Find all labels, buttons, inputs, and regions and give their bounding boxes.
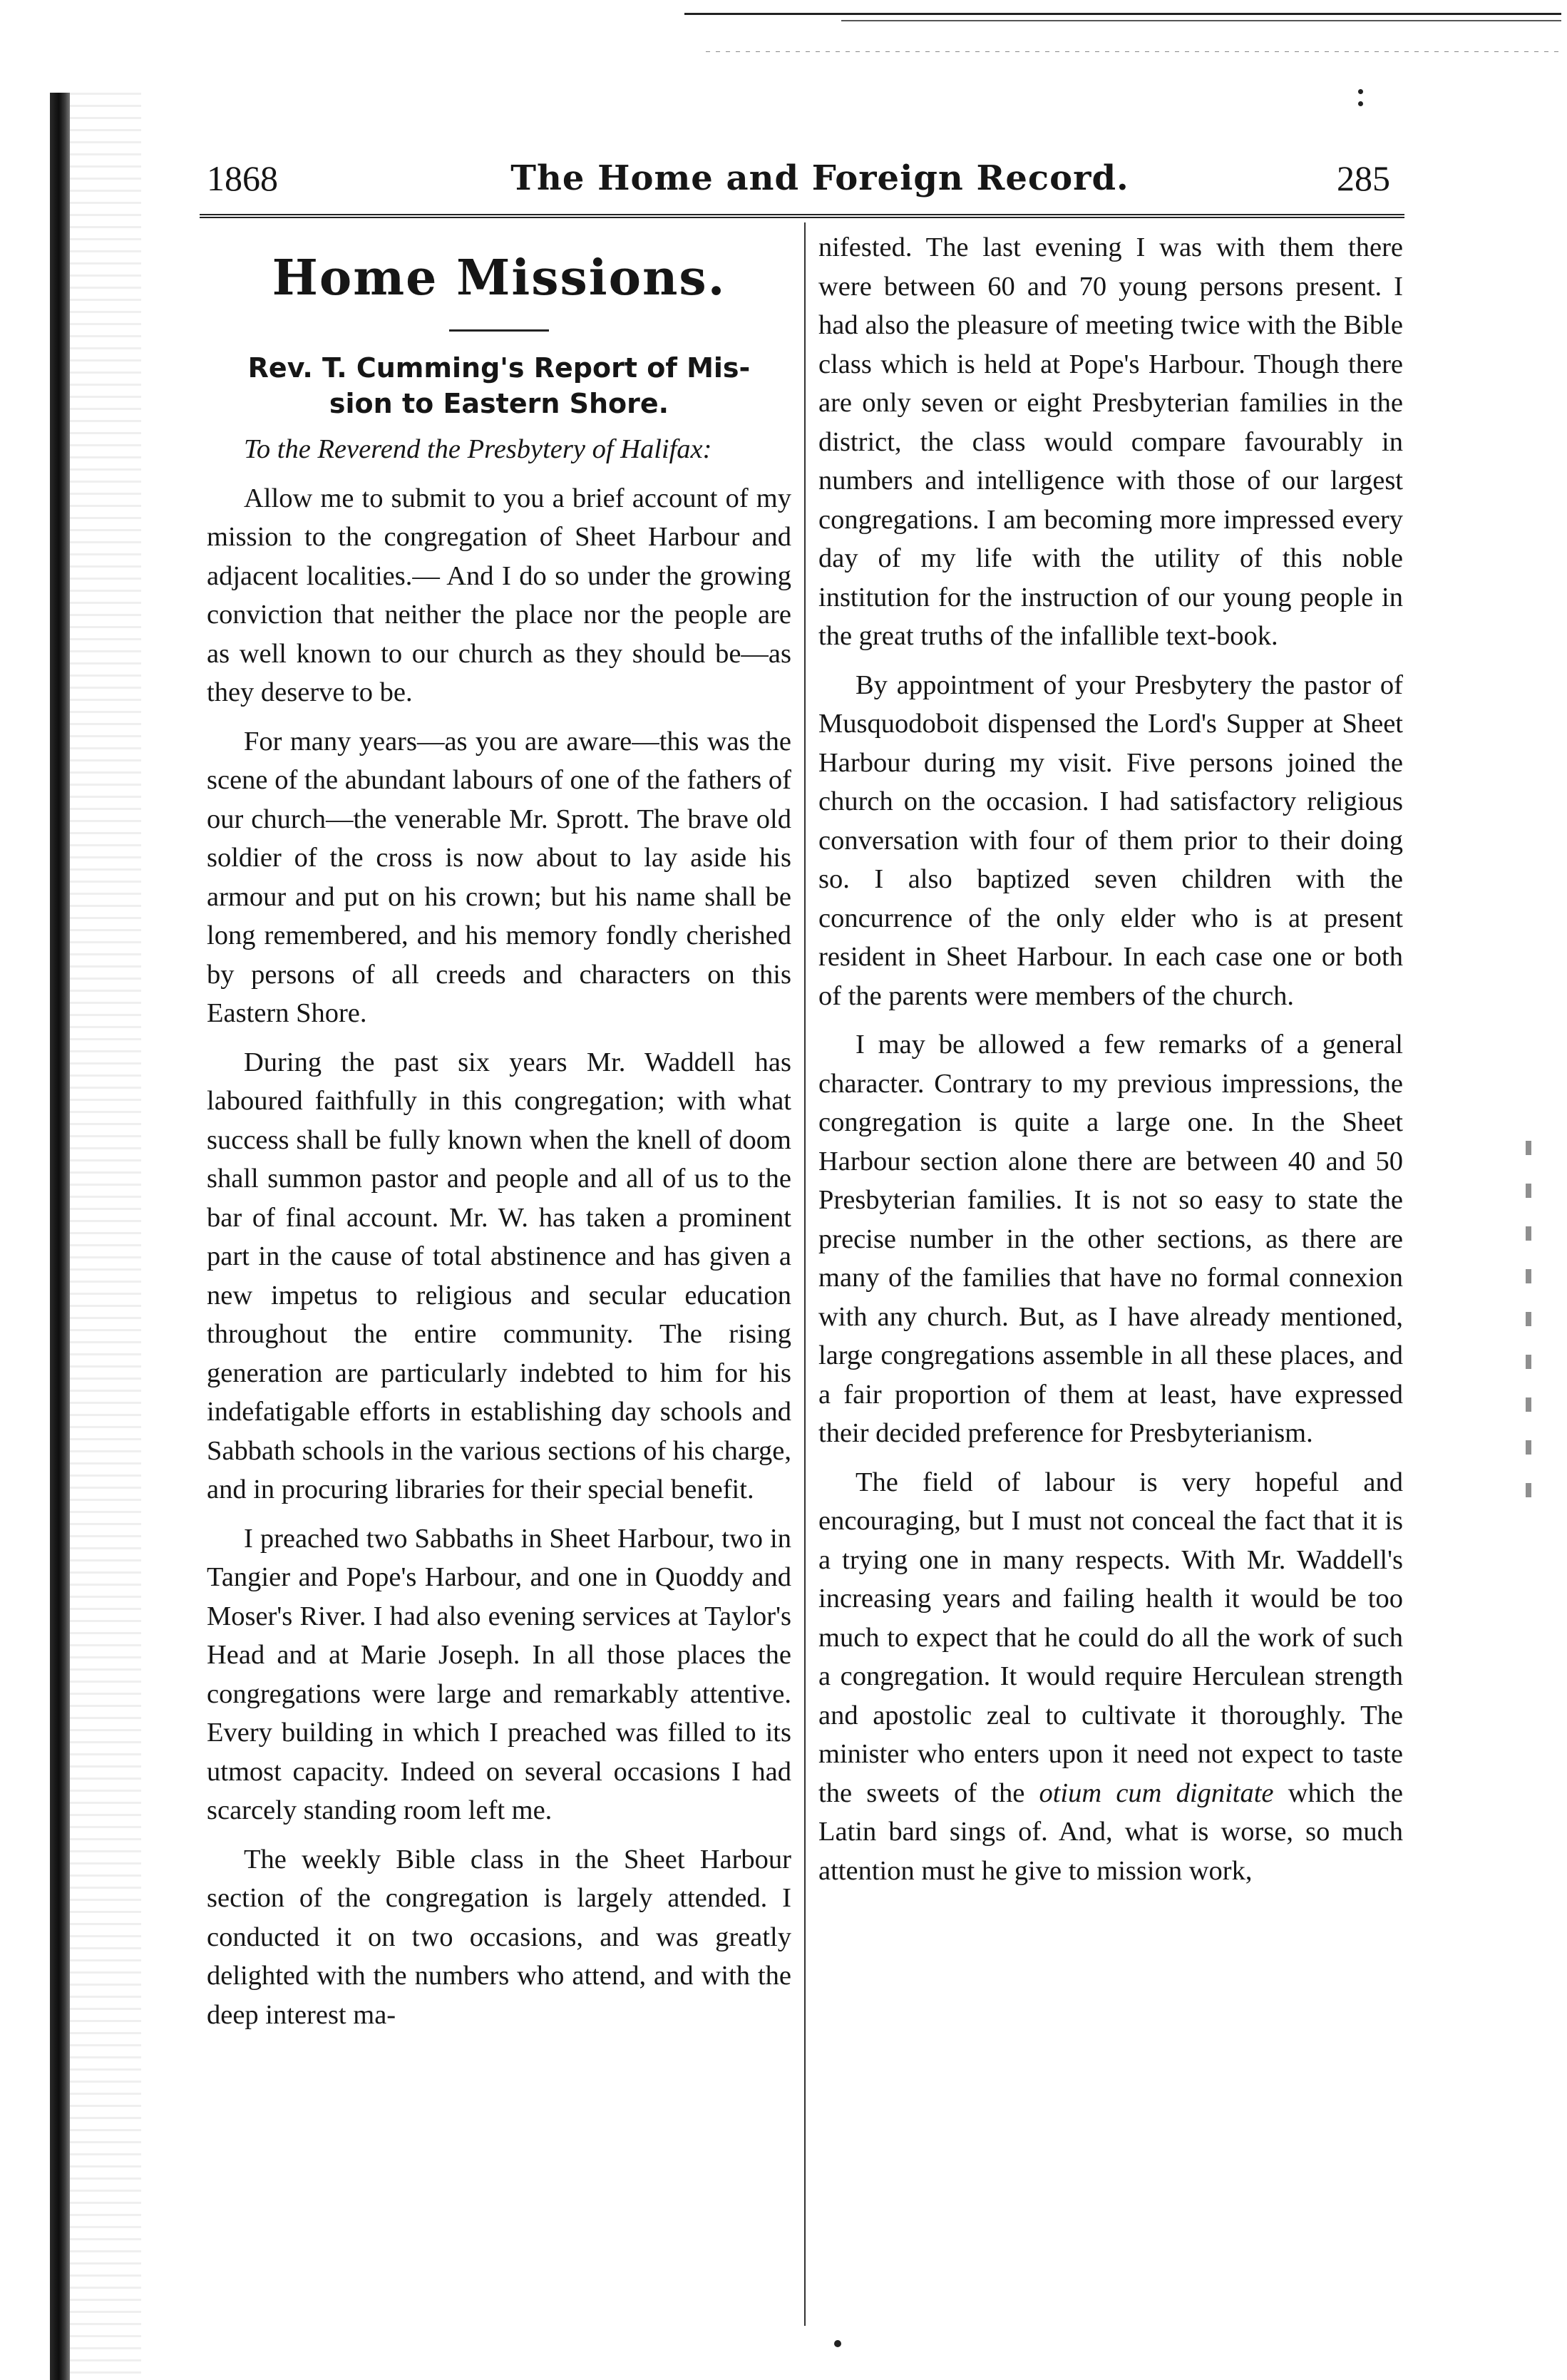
running-head <box>207 153 1390 203</box>
salutation: To the Reverend the Presbytery of Halifax: <box>244 434 712 464</box>
paragraph: By appointment of your Presbytery the pastor of Musquodoboit dispensed the Lord's Supper at Sheet Harbour during my visit. Five persons joined the church on the occasion. I had satisfactory religious conversation with four of them prior to their doing so. I also baptized seven children with the concurrence of the only elder who is at present resident in Sheet Harbour. In each case one or both of the parents were members of the church. <box>818 670 1403 1011</box>
article-title-line-2: sion to Eastern Shore. <box>329 388 669 419</box>
text-run: The field of labour is very hopeful and encouraging, but I must not conceal the fact that it is a trying one in many respects. With Mr. Waddell's increasing years and failing health it would be too much to expect that he could do all the work of such a congregation. It would require Herculean strength and apostolic zeal to cultivate it thoroughly. The minister who enters upon it need not expect to taste the sweets of the <box>818 1467 1403 1808</box>
paragraph: I may be allowed a few remarks of a general character. Contrary to my previous impressions, the congregation is quite a large one. In the Sheet Harbour section alone there are between 40 and 50 Presbyterian families. It is not so easy to state the precise number in the other sections, as there are many of the families that have no formal connexion with any church. But, as I have already mentioned, large congregations assemble in all these places, and a fair proportion of them at least, have expressed their decided preference for Presbyterianism. <box>818 1030 1403 1448</box>
scan-edge-marks <box>1526 1141 1531 1512</box>
left-column <box>207 228 791 2044</box>
right-column <box>818 228 1403 1900</box>
page-number: 285 <box>1337 158 1390 198</box>
latin-phrase: otium cum dignitate <box>1039 1778 1274 1808</box>
scan-speck <box>1358 101 1363 106</box>
article-title <box>207 350 791 421</box>
title-rule <box>449 329 549 332</box>
scan-dot <box>834 2340 841 2347</box>
scan-top-rule-2 <box>841 20 1561 21</box>
scan-noise <box>70 93 141 2380</box>
article-title-line-1: Rev. T. Cumming's Report of Mis- <box>247 352 751 384</box>
page-spine-shadow <box>50 93 70 2380</box>
paragraph: The weekly Bible class in the Sheet Harbour section of the congregation is largely attended. I conducted it on two occasions, and was greatly delighted with the numbers who attend, and with the deep interest ma- <box>207 1844 791 2030</box>
text-run: which the Latin bard sings of. And, what is worse, so much attention must he give to mission work, <box>818 1778 1403 1886</box>
header-rule <box>200 214 1404 218</box>
paragraph: Allow me to submit to you a brief account of my mission to the congregation of Sheet Harbour and adjacent localities.— And I do so under the growing conviction that neither the place nor the people are as well known to our church as they should be—as they deserve to be. <box>207 483 791 707</box>
paragraph: I preached two Sabbaths in Sheet Harbour, two in Tangier and Pope's Harbour, and one in Quoddy and Moser's River. I had also evening services at Taylor's Head and at Marie Joseph. In all those places the congregations were large and remarkably attentive. Every building in which I preached was filled to its utmost capacity. Indeed on several occasions I had scarcely standing room left me. <box>207 1523 791 1825</box>
paragraph: During the past six years Mr. Waddell has laboured faithfully in this congregation; with what success shall be fully known when the knell of doom shall summon pastor and people and all of us to the bar of final account. Mr. W. has taken a prominent part in the cause of total abstinence and has given a new impetus to religious and secular education throughout the entire community. The rising generation are particularly indebted to him for his indefatigable efforts in establishing day schools and Sabbath schools in the various sections of his charge, and in procuring libraries for their special benefit. <box>207 1047 791 1504</box>
journal-title: The Home and Foreign Record. <box>510 158 1129 198</box>
paragraph-final <box>818 1463 1403 1891</box>
section-title: Home Missions. <box>272 250 726 307</box>
scan-top-rule <box>684 13 1561 15</box>
column-divider <box>804 222 806 2326</box>
paragraph: For many years—as you are aware—this was the scene of the abundant labours of one of the fathers of our church—the venerable Mr. Sprott. The brave old soldier of the cross is now about to lay aside his armour and put on his crown; but his name shall be long remembered, and his memory fondly cherished by persons of all creeds and characters on this Eastern Shore. <box>207 726 791 1028</box>
scan-speck <box>1358 89 1363 94</box>
header-year: 1868 <box>207 158 278 198</box>
scan-dotted-rule <box>706 51 1561 52</box>
paragraph-continuation: nifested. The last evening I was with them there were between 60 and 70 young persons present. I had also the pleasure of meeting twice with the Bible class which is held at Pope's Harbour. Though there are only seven or eight Presbyterian families in the district, the class would compare favourably in numbers and intelligence with those of our largest congregations. I am becoming more impressed every day of my life with the utility of this noble institution for the instruction of our young people in the great truths of the infallible text-book. <box>818 232 1403 651</box>
